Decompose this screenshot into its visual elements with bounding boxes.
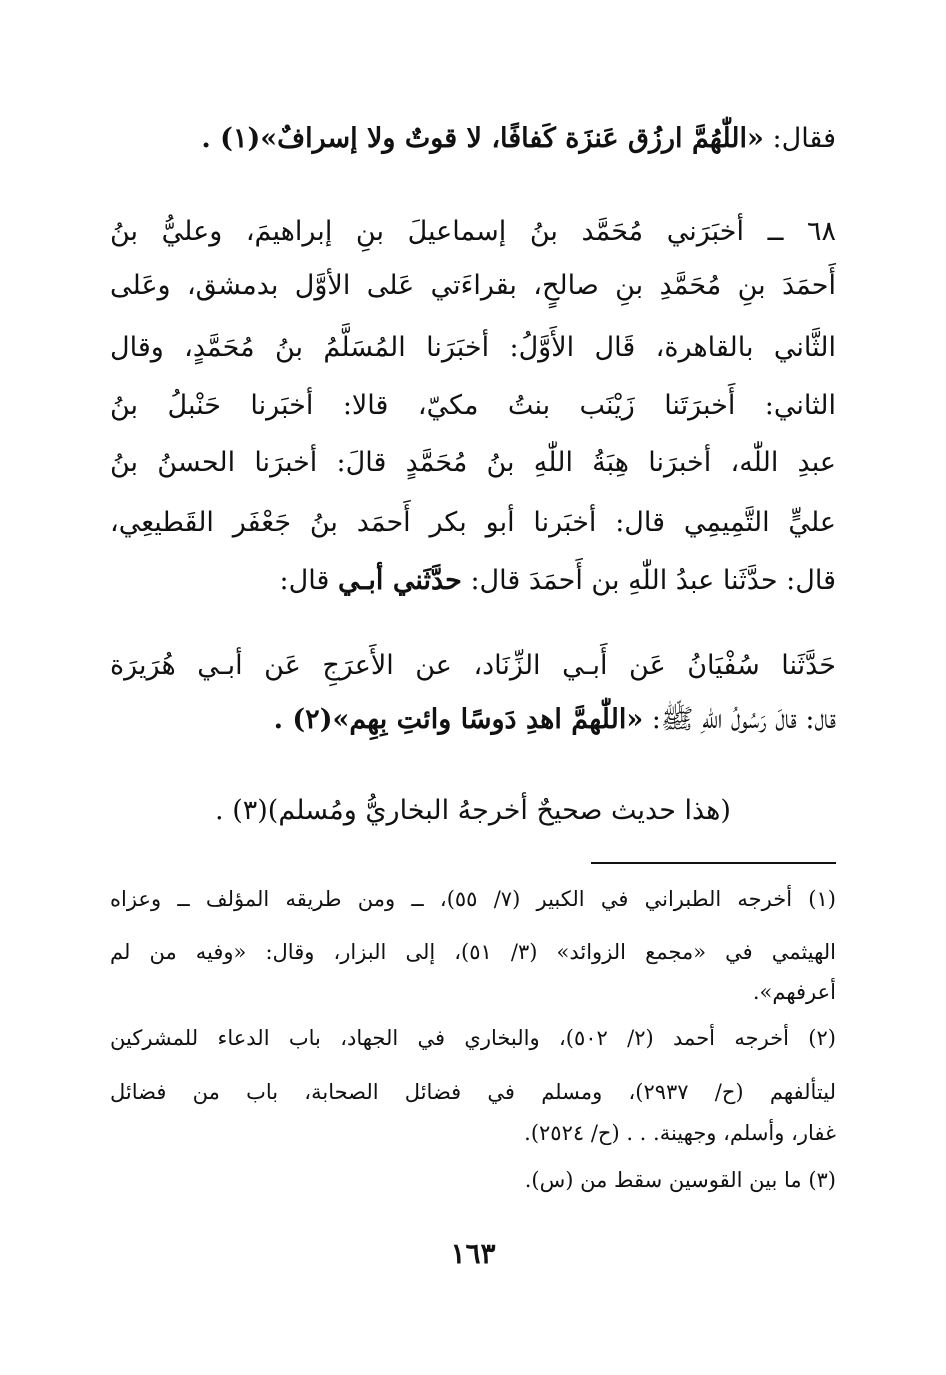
chain-line: الثاني: أَخبرَتَنا زَيْنَب بنتُ مكيّ، قالا: أخبَرنا حَنْبلُ بنُ — [110, 390, 836, 421]
opening-quote: «اللّٰهُمَّ ارزُق عَنزَة كَفافًا، لا قوتٌ ولا إسرافٌ»(١) . — [201, 123, 764, 154]
opening-line — [110, 119, 836, 159]
footnote-2-line: غفار، وأسلم، وجهينة. . . (ح/ ٢٥٢٤). — [524, 1121, 836, 1145]
footnote-1-line: الهيثمي في «مجمع الزوائد» (٣/ ٥١)، إلى البزار، وقال: «وفيه من لم — [110, 940, 836, 964]
footnote-2-line: ليتألفهم (ح/ ٢٩٣٧)، ومسلم في فضائل الصحابة، باب من فضائل — [110, 1080, 836, 1104]
chain-line: أَحمَدَ بنِ مُحَمَّدِ بنِ صالحٍ، بقراءَتي عَلى الأوَّل بدمشق، وعَلى — [110, 270, 836, 301]
footnote-1-line: (١) أخرجه الطبراني في الكبير (٧/ ٥٥)، ــ ومن طريقه المؤلف ــ وعزاه — [110, 887, 836, 911]
chain-last-bold: حدَّثَني أبـي — [337, 565, 462, 596]
hadith-text-line: حَدَّثَنا سُفْيَانُ عَن أَبـي الزِّنَاد، عن الأَعرَجِ عَن أبـي هُرَيرَة — [110, 650, 836, 681]
hadith-text-lead: قال: قالَ رَسُولُ اللّٰهِ ﷺ: — [643, 704, 836, 735]
opening-lead: فقال: — [763, 123, 836, 154]
footnote-divider — [591, 862, 836, 864]
chain-line: عبدِ اللّٰه، أخبرَنا هِبَةُ اللّٰهِ بنُ مُحَمَّدٍ قالَ: أخبرَنا الحسنُ بنُ — [110, 447, 836, 478]
grading-note: (هذا حديث صحيحٌ أخرجهُ البخاريُّ ومُسلم)(٣) . — [215, 795, 731, 826]
hadith-text-quote: «اللّٰهمَّ اهدِ دَوسًا وائتِ بِهِم»(٢) . — [273, 704, 644, 735]
hadith-text-line — [110, 700, 836, 740]
page-number: ١٦٣ — [450, 1237, 496, 1270]
footnote-2-line: (٢) أخرجه أحمد (٢/ ٥٠٢)، والبخاري في الجهاد، باب الدعاء للمشركين — [110, 1026, 836, 1050]
footnote-3-line: (٣) ما بين القوسين سقط من (س). — [524, 1168, 836, 1192]
chain-last-lead: قال: حدَّثَنا عبدُ اللّٰهِ بن أَحمَدَ قال: — [461, 565, 836, 596]
chain-last-tail: قال: — [279, 565, 338, 596]
chain-line-last — [110, 561, 836, 601]
chain-line: الثَّاني بالقاهرة، قَال الأَوَّلُ: أخبَرَنا المُسَلَّمُ بنُ مُحَمَّدٍ، وقال — [110, 332, 836, 363]
chain-line: ٦٨ ــ أخبَرَني مُحَمَّد بنُ إسماعيلَ بنِ إبراهيمَ، وعليُّ بنُ — [110, 216, 836, 247]
chain-line: عليٍّ التَّمِيمِي قال: أخبَرنا أبو بكر أَحمَد بنُ جَعْفَر القَطيعِي، — [110, 507, 836, 538]
footnote-1-line: أعرفهم». — [752, 980, 836, 1004]
